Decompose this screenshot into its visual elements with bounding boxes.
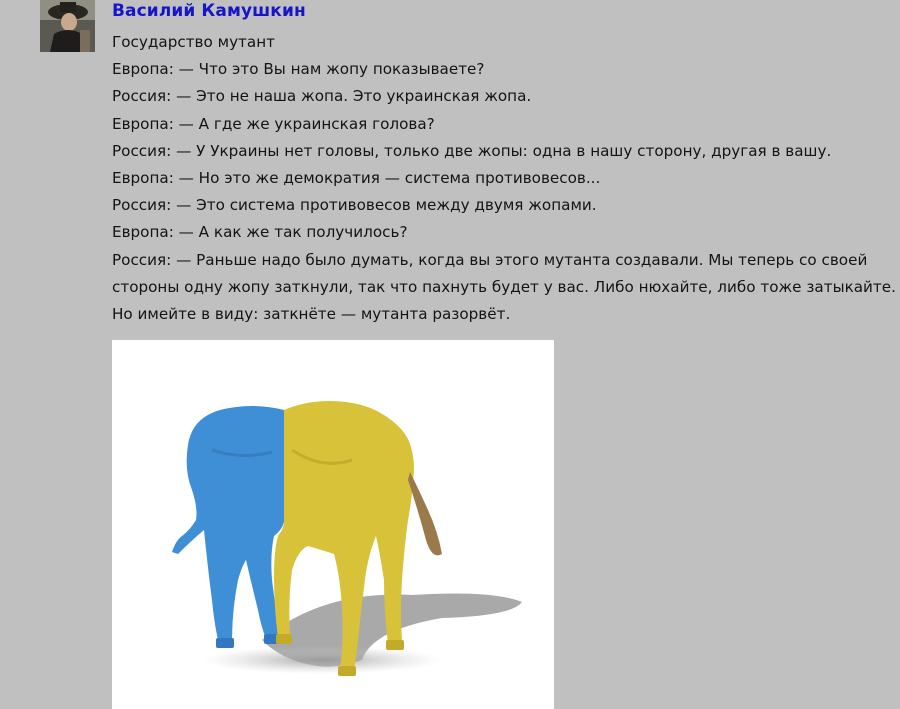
post-line: Европа: — Но это же демократия — система противовесов... <box>112 169 601 188</box>
post-title: Государство мутант <box>112 33 275 51</box>
post-line: стороны одну жопу заткнули, так что пахнуть будет у вас. Либо нюхайте, либо тоже затыкайте. <box>112 277 896 296</box>
two-tailed-donkey-image <box>112 340 554 709</box>
post-line: Но имейте в виду: заткнёте — мутанта разорвёт. <box>112 305 511 324</box>
post-line: Европа: — А как же так получилось? <box>112 223 408 242</box>
avatar[interactable] <box>40 0 95 52</box>
post-line: Европа: — А где же украинская голова? <box>112 114 435 133</box>
user-avatar-icon <box>40 0 95 52</box>
post-line: Россия: — Это не наша жопа. Это украинская жопа. <box>112 87 532 106</box>
post-line: Россия: — Раньше надо было думать, когда вы этого мутанта создавали. Мы теперь со своей <box>112 250 868 269</box>
post-line: Европа: — Что это Вы нам жопу показываете? <box>112 60 485 79</box>
post-image[interactable] <box>112 340 554 709</box>
post-line: Россия: — Это система противовесов между двумя жопами. <box>112 196 597 215</box>
post-line: Россия: — У Украины нет головы, только две жопы: одна в нашу сторону, другая в вашу. <box>112 141 832 160</box>
author-name[interactable]: Василий Камушкин <box>112 1 306 21</box>
post-text <box>112 29 897 328</box>
